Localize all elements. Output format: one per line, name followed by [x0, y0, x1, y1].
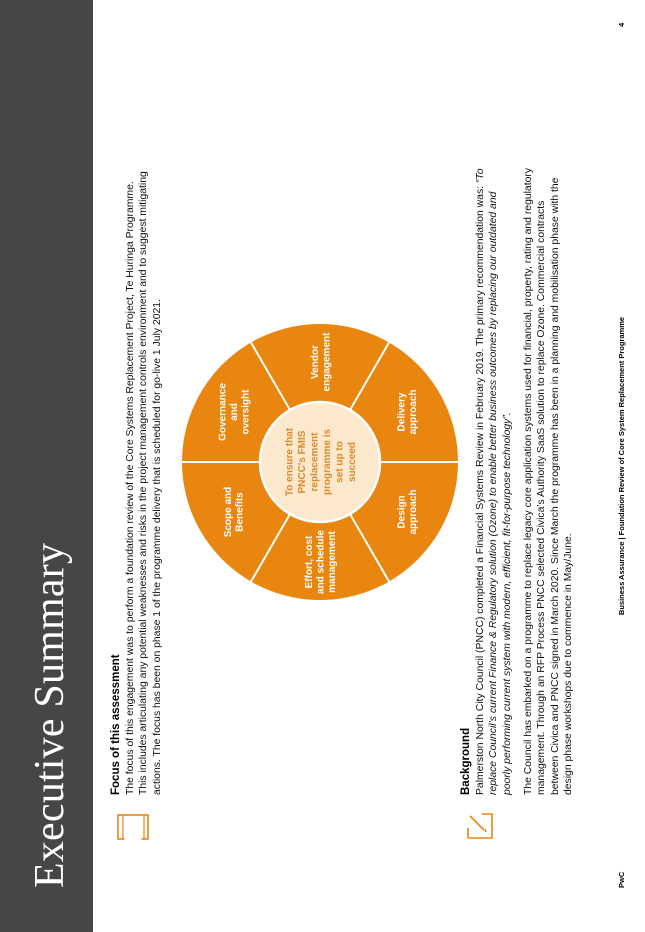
background-p2-line-4: design phase workshops due to commence in May/June. [563, 533, 575, 795]
focus-heading: Focus of this assessment [110, 654, 122, 795]
wheel-segment-label: Designapproach [396, 489, 419, 535]
edit-document-icon [462, 808, 498, 844]
background-p2-line-1: The Council has embarked on a programme to replace legacy core application systems used for financial, property, rating and regulatory [523, 167, 534, 795]
page-title: Executive Summary [27, 542, 73, 888]
assessment-wheel-diagram [170, 312, 470, 612]
wheel-segment-label: Governanceandoversight [217, 383, 252, 441]
page-number: 4 [617, 22, 626, 27]
background-heading: Background [460, 727, 472, 795]
background-p2-line-2: management. Through an RFP Process PNCC selected Civica’s Authority SaaS solution to replace Ozone. Commercial contracts [536, 200, 548, 795]
wheel-segment-label: Deliveryapproach [396, 389, 419, 435]
focus-text [124, 15, 164, 795]
footer-title: Business Assurance | Foundation Review of Core System Replacement Programme [617, 316, 626, 616]
focus-line-3: actions. The focus has been on phase 1 of the programme delivery that is scheduled for go-live 1 July 2021. [151, 299, 163, 795]
footer-brand: PwC [617, 871, 626, 888]
background-p2-line-3: between Civica and PNCC signed in March 2020. Since March the programme has been in a planning and mobilisation phase with the [549, 177, 561, 795]
tablet-icon [116, 808, 152, 844]
wheel-segment-label: Vendorengagement [309, 332, 333, 392]
background-paragraph-1 [474, 15, 514, 795]
focus-line-2: This includes articulating any potential weaknesses and risks in the project management controls environment and to suggest mitigating [138, 171, 150, 795]
wheel-center-text: To ensure that PNCC's FMIS replacement programme is set up to succeed [284, 427, 358, 497]
background-p1-text: Palmerston North City Council (PNCC) completed a Financial Systems Review in February 2019. The primary recommendation was: [475, 183, 486, 795]
background-p1-quote-start: “To [475, 168, 486, 184]
background-p1-line-2: replace Council’s current Finance & Regulatory solution (Ozone) to enable better business outcomes by replacing our outdated and [488, 191, 500, 795]
focus-line-1: The focus of this engagement was to perform a foundation review of the Core Systems Replacement Project, Te Huringa Programme. [125, 181, 136, 795]
wheel-segment-label: Scope andBenefits [223, 486, 246, 538]
background-p1-line-3: poorly performing current system with modern, efficient, fit-for-purpose technology”. [501, 412, 513, 795]
wheel-segment-label: Effort, costand schedulemanagement [304, 530, 338, 594]
background-paragraph-2 [522, 15, 576, 795]
